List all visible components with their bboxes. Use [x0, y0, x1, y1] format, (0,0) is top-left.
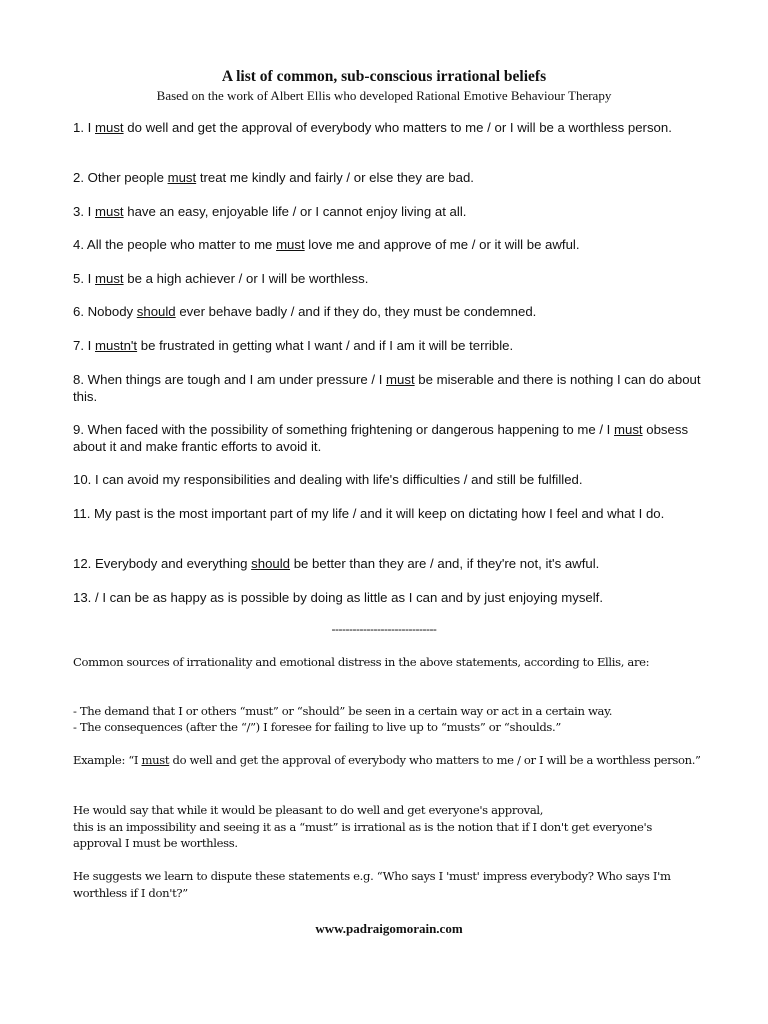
belief-item: 9. When faced with the possibility of something frightening or dangerous happening to me / I must obsess about it and make frantic efforts to avoid it. [73, 422, 689, 454]
belief-item: 11. My past is the most important part of my life / and it will keep on dictating how I feel and what I do. [73, 506, 665, 521]
belief-keyword: must [614, 422, 643, 437]
notes-paragraph-dispute: He suggests we learn to dispute these statements e.g. “Who says I 'must' impress everybody? Who says I'm worthless if I don't?” [73, 869, 671, 900]
belief-item: 3. I must have an easy, enjoyable life / or I cannot enjoy living at all. [73, 204, 467, 219]
section-divider: ------------------------------ [331, 622, 437, 636]
belief-keyword: must [386, 372, 415, 387]
belief-keyword: must [95, 271, 124, 286]
belief-item: 13. / I can be as happy as is possible by doing as little as I can and by just enjoying myself. [73, 590, 603, 605]
belief-item: 2. Other people must treat me kindly and fairly / or else they are bad. [73, 170, 474, 185]
belief-item: 8. When things are tough and I am under pressure / I must be miserable and there is nothing I can do about this. [73, 372, 701, 404]
notes-paragraph-approval: He would say that while it would be pleasant to do well and get everyone's approval, this is an impossibility and seeing it as a “must” is irrational as is the notion that if I don't get everyone's approval I must be worthless. [73, 803, 652, 850]
belief-item: 1. I must do well and get the approval of everybody who matters to me / or I will be a worthless person. [73, 120, 672, 135]
belief-item: 12. Everybody and everything should be better than they are / and, if they're not, it's awful. [73, 556, 600, 571]
belief-item: 7. I mustn't be frustrated in getting what I want / and if I am it will be terrible. [73, 338, 514, 353]
document-title: A list of common, sub-conscious irrational beliefs [221, 68, 547, 85]
belief-keyword: should [136, 304, 176, 319]
belief-keyword: must [95, 204, 124, 219]
notes-intro: Common sources of irrationality and emotional distress in the above statements, according to Ellis, are: [73, 655, 650, 669]
belief-item: 6. Nobody should ever behave badly / and if they do, they must be condemned. [73, 304, 537, 319]
belief-item: 10. I can avoid my responsibilities and dealing with life's difficulties / and still be fulfilled. [73, 472, 583, 487]
notes-bullet-consequences: - The consequences (after the “/”) I foresee for failing to live up to “musts” or “shoulds.” [73, 720, 561, 734]
notes-bullet-demand: - The demand that I or others “must” or “should” be seen in a certain way or act in a certain way. [73, 704, 613, 718]
belief-keyword: must [276, 237, 305, 252]
belief-item: 4. All the people who matter to me must love me and approve of me / or it will be awful. [73, 237, 580, 252]
website-link: www.padraigomorain.com [315, 921, 463, 936]
document-subtitle: Based on the work of Albert Ellis who developed Rational Emotive Behaviour Therapy [156, 88, 612, 103]
belief-keyword: must [167, 170, 197, 185]
belief-keyword: should [251, 556, 291, 571]
example-keyword: must [141, 753, 170, 767]
belief-item: 5. I must be a high achiever / or I will be worthless. [73, 271, 369, 286]
belief-keyword: mustn't [95, 338, 138, 353]
belief-keyword: must [95, 120, 124, 135]
notes-example: Example: “I must do well and get the approval of everybody who matters to me / or I will be a worthless person.” [73, 753, 701, 767]
